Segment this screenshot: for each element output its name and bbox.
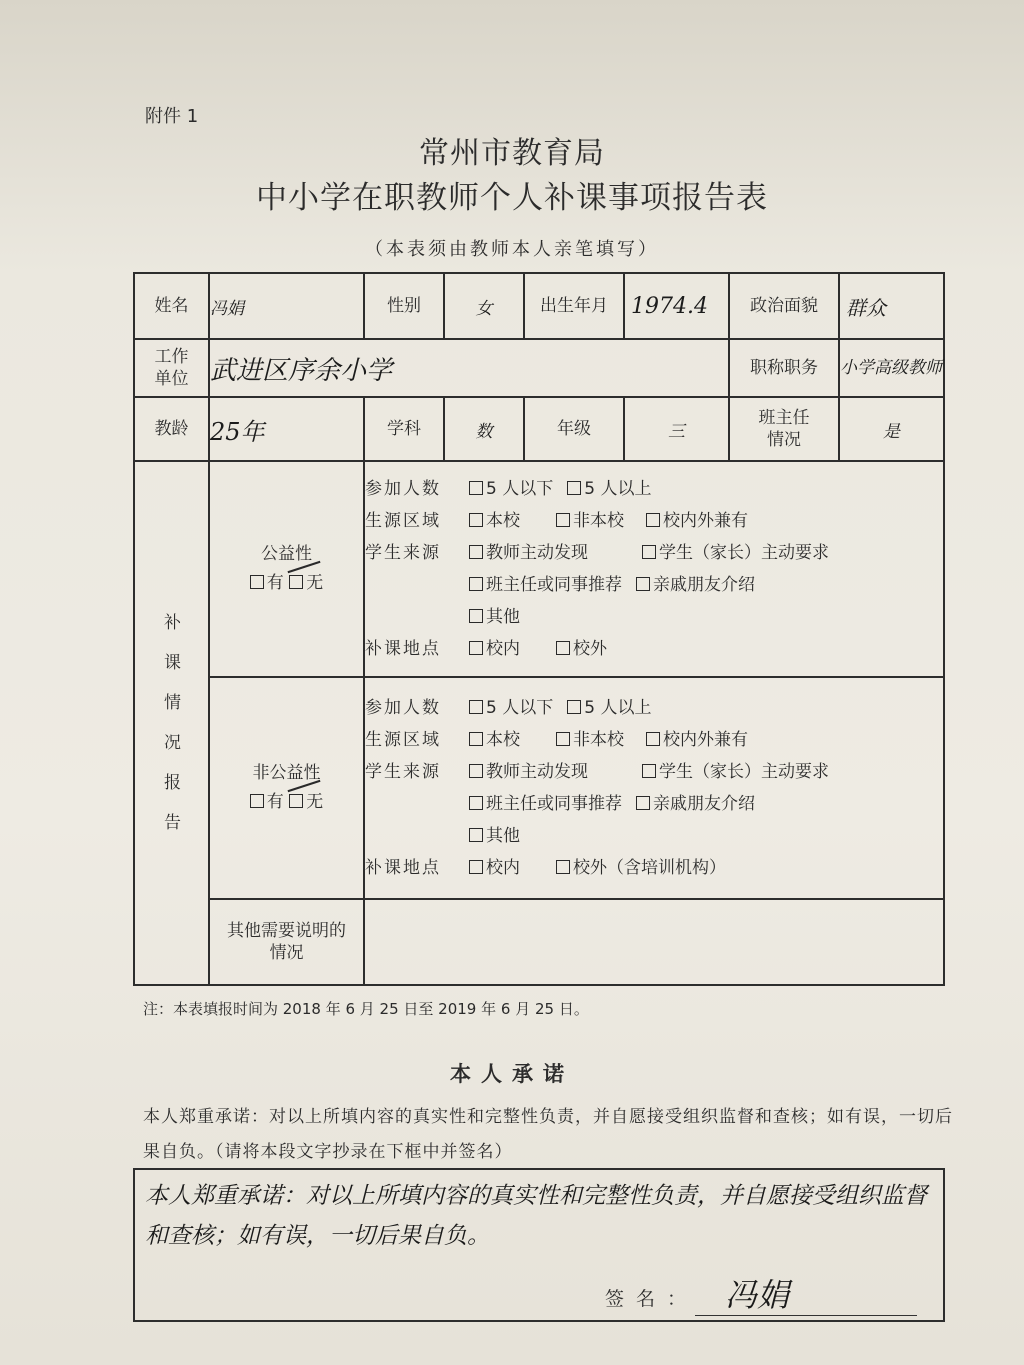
option-label: 学生（家长）主动要求	[659, 762, 829, 782]
option-label: 校内	[486, 639, 520, 659]
birth-field[interactable]: 1974.4	[624, 273, 729, 339]
grade-label: 年级	[524, 397, 624, 461]
political-field[interactable]: 群众	[839, 273, 944, 339]
checkbox[interactable]	[636, 796, 650, 810]
subject-label: 学科	[364, 397, 444, 461]
checkbox[interactable]	[469, 732, 483, 746]
signature[interactable]: 冯娟	[725, 1276, 790, 1314]
nonpublic-yes-no	[210, 788, 363, 817]
nonpublic-options	[364, 677, 944, 899]
checkbox[interactable]	[469, 860, 483, 874]
option-label: 5 人以下	[486, 698, 554, 718]
form-note: 注：本表填报时间为 2018 年 6 月 25 日至 2019 年 6 月 25 日。	[143, 1000, 589, 1018]
promise-title: 本人承诺	[450, 1062, 574, 1086]
nonpublic-no-label: 无	[306, 792, 324, 812]
checkbox[interactable]	[556, 860, 570, 874]
public-yes-checkbox[interactable]	[250, 575, 264, 589]
location-key: 补课地点	[365, 639, 441, 659]
option-label: 学生（家长）主动要求	[659, 543, 829, 563]
section-label-tutoring-report: 补课情况报告	[134, 461, 209, 985]
nonpublic-no-checkbox[interactable]	[289, 794, 303, 808]
head-teacher-label: 班主任情况	[729, 397, 839, 461]
public-label: 公益性	[261, 544, 312, 565]
participants-key: 参加人数	[365, 698, 441, 718]
checkbox[interactable]	[646, 513, 660, 527]
nonpublic-yes-label: 有	[266, 792, 284, 812]
attachment-label: 附件 1	[145, 106, 199, 127]
page-subtitle: （本表须由教师本人亲笔填写）	[365, 239, 659, 260]
head-teacher-field[interactable]: 是	[839, 397, 944, 461]
option-label: 5 人以下	[486, 479, 554, 499]
nonpublic-yes-checkbox[interactable]	[250, 794, 264, 808]
promise-text: 本人郑重承诺：对以上所填内容的真实性和完整性负责，并自愿接受组织监督和查核；如有误，一切后果自负。（请将本段文字抄录在下框中并签名）	[143, 1107, 953, 1162]
public-no-checkbox[interactable]	[289, 575, 303, 589]
option-label: 本校	[486, 730, 520, 750]
name-label: 姓名	[134, 273, 209, 339]
option-label: 教师主动发现	[486, 762, 588, 782]
subject-field[interactable]: 数	[444, 397, 524, 461]
option-label: 其他	[486, 607, 520, 627]
public-options	[364, 461, 944, 677]
checkbox[interactable]	[567, 700, 581, 714]
option-label: 其他	[486, 826, 520, 846]
option-label: 教师主动发现	[486, 543, 588, 563]
promise-copy-box[interactable]	[133, 1168, 945, 1322]
participants-key: 参加人数	[365, 479, 441, 499]
workplace-field[interactable]: 武进区序余小学	[209, 339, 729, 397]
region-key: 生源区域	[365, 730, 441, 750]
promise-handwritten-copy: 本人郑重承诺：对以上所填内容的真实性和完整性负责，并自愿接受组织监督和查核；如有误，一切后果自负。	[145, 1183, 927, 1249]
political-label: 政治面貌	[729, 273, 839, 339]
checkbox[interactable]	[469, 545, 483, 559]
checkbox[interactable]	[469, 796, 483, 810]
checkbox[interactable]	[469, 700, 483, 714]
region-key: 生源区域	[365, 511, 441, 531]
checkbox[interactable]	[469, 828, 483, 842]
checkbox[interactable]	[469, 641, 483, 655]
option-label: 5 人以上	[584, 698, 652, 718]
checkbox[interactable]	[556, 641, 570, 655]
source-key: 学生来源	[365, 762, 441, 782]
checkbox[interactable]	[469, 609, 483, 623]
option-label: 班主任或同事推荐	[486, 575, 622, 595]
checkbox[interactable]	[646, 732, 660, 746]
option-label: 亲戚朋友介绍	[653, 575, 755, 595]
name-field[interactable]: 冯娟	[209, 273, 364, 339]
public-yes-no	[210, 569, 363, 598]
option-label: 非本校	[573, 511, 624, 531]
nonpublic-label: 非公益性	[252, 763, 321, 784]
option-label: 校内	[486, 858, 520, 878]
title-field[interactable]: 小学高级教师	[839, 339, 944, 397]
workplace-label: 工作单位	[134, 339, 209, 397]
gender-field[interactable]: 女	[444, 273, 524, 339]
other-notes-field[interactable]	[364, 899, 944, 985]
source-key: 学生来源	[365, 543, 441, 563]
checkbox[interactable]	[556, 732, 570, 746]
public-no-label: 无	[306, 573, 324, 593]
checkbox[interactable]	[567, 481, 581, 495]
report-form-table	[133, 272, 945, 986]
checkbox[interactable]	[469, 481, 483, 495]
option-label: 校内外兼有	[663, 511, 748, 531]
checkbox[interactable]	[642, 764, 656, 778]
page-title-line2: 中小学在职教师个人补课事项报告表	[256, 180, 768, 216]
grade-field[interactable]: 三	[624, 397, 729, 461]
birth-label: 出生年月	[524, 273, 624, 339]
page-title: 常州市教育局	[419, 136, 605, 171]
option-label: 校内外兼有	[663, 730, 748, 750]
gender-label: 性别	[364, 273, 444, 339]
public-yes-label: 有	[266, 573, 284, 593]
checkbox[interactable]	[469, 577, 483, 591]
checkbox[interactable]	[636, 577, 650, 591]
option-label: 亲戚朋友介绍	[653, 794, 755, 814]
teaching-years-label: 教龄	[134, 397, 209, 461]
signature-label: 签名：	[605, 1288, 699, 1310]
location-key: 补课地点	[365, 858, 441, 878]
option-label: 非本校	[573, 730, 624, 750]
checkbox[interactable]	[469, 764, 483, 778]
option-label: 校外	[573, 639, 607, 659]
public-cell	[209, 461, 364, 677]
option-label: 班主任或同事推荐	[486, 794, 622, 814]
option-label: 5 人以上	[584, 479, 652, 499]
title-label: 职称职务	[729, 339, 839, 397]
teaching-years-field[interactable]: 25年	[209, 397, 364, 461]
checkbox[interactable]	[469, 513, 483, 527]
nonpublic-cell	[209, 677, 364, 899]
checkbox[interactable]	[642, 545, 656, 559]
option-label: 校外（含培训机构）	[573, 858, 726, 878]
other-notes-label: 其他需要说明的情况	[209, 899, 364, 985]
checkbox[interactable]	[556, 513, 570, 527]
option-label: 本校	[486, 511, 520, 531]
